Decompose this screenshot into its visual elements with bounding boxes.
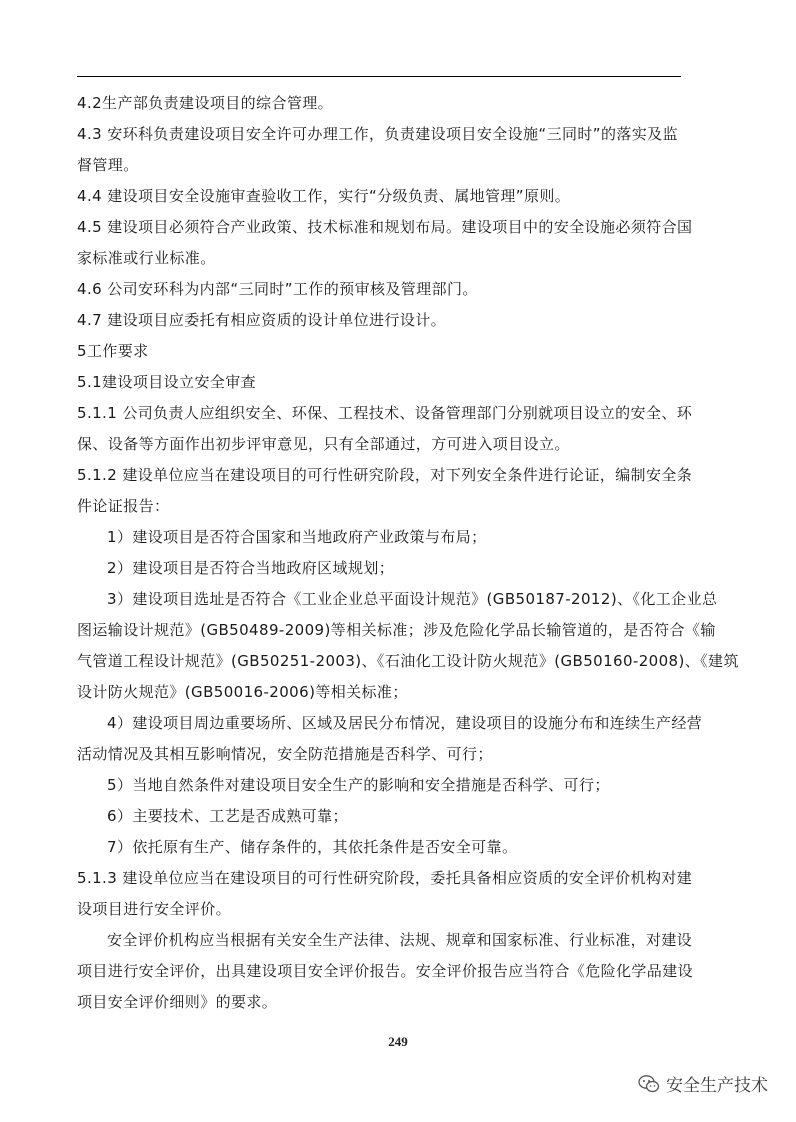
text-line: 4.5 建设项目必须符合产业政策、技术标准和规划布局。建设项目中的安全设施必须符合国 bbox=[77, 218, 693, 236]
text-line: 4.2生产部负责建设项目的综合管理。 bbox=[77, 94, 334, 112]
text-line: 5.1.2 建设单位应当在建设项目的可行性研究阶段，对下列安全条件进行论证，编制安全条 bbox=[77, 466, 693, 484]
brand-watermark bbox=[638, 1071, 768, 1096]
header-rule bbox=[77, 76, 681, 77]
text-line: 家标准或行业标准。 bbox=[77, 249, 216, 267]
text-line: 项目进行安全评价，出具建设项目安全评价报告。安全评价报告应当符合《危险化学品建设 bbox=[77, 962, 694, 980]
text-line: 5.1.1 公司负责人应组织安全、环保、工程技术、设备管理部门分别就项目设立的安全、环 bbox=[77, 404, 693, 422]
text-line: 活动情况及其相互影响情况，安全防范措施是否科学、可行； bbox=[77, 745, 493, 763]
list-item: 4）建设项目周边重要场所、区域及居民分布情况，建设项目的设施分布和连续生产经营 bbox=[107, 714, 703, 732]
document-body bbox=[77, 88, 739, 1018]
list-item: 7）依托原有生产、储存条件的，其依托条件是否安全可靠。 bbox=[107, 838, 518, 856]
text-line: 4.6 公司安环科为内部“三同时”工作的预审核及管理部门。 bbox=[77, 280, 478, 298]
text-line: 设计防火规范》(GB50016-2006)等相关标准； bbox=[77, 683, 408, 701]
text-line: 保、设备等方面作出初步评审意见，只有全部通过，方可进入项目设立。 bbox=[77, 435, 570, 453]
subsection-heading: 5.1建设项目设立安全审查 bbox=[77, 373, 257, 391]
text-line: 5.1.3 建设单位应当在建设项目的可行性研究阶段，委托具备相应资质的安全评价机构对建 bbox=[77, 869, 693, 887]
text-line: 4.3 安环科负责建设项目安全许可办理工作，负责建设项目安全设施“三同时”的落实及监 bbox=[77, 125, 678, 143]
text-line: 4.4 建设项目安全设施审查验收工作，实行“分级负责、属地管理”原则。 bbox=[77, 187, 571, 205]
list-item: 2）建设项目是否符合当地政府区域规划； bbox=[107, 559, 395, 577]
text-line: 件论证报告： bbox=[77, 497, 170, 515]
brand-name: 安全生产技术 bbox=[666, 1076, 768, 1096]
text-line: 安全评价机构应当根据有关安全生产法律、法规、规章和国家标准、行业标准，对建设 bbox=[107, 931, 693, 949]
text-line: 气管道工程设计规范》(GB50251-2003)、《石油化工设计防火规范》(GB50160-2008)、《建筑 bbox=[77, 652, 739, 670]
text-line: 督管理。 bbox=[77, 156, 139, 174]
text-line: 项目安全评价细则》的要求。 bbox=[77, 993, 278, 1011]
text-line: 图运输设计规范》(GB50489-2009)等相关标准；涉及危险化学品长输管道的，是否符合《输 bbox=[77, 621, 716, 639]
list-item: 1）建设项目是否符合国家和当地政府产业政策与布局； bbox=[107, 528, 487, 546]
wechat-icon bbox=[638, 1074, 660, 1094]
text-line: 4.7 建设项目应委托有相应资质的设计单位进行设计。 bbox=[77, 311, 447, 329]
list-item: 3）建设项目选址是否符合《工业企业总平面设计规范》(GB50187-2012)、《化工企业总 bbox=[107, 590, 718, 608]
list-item: 5）当地自然条件对建设项目安全生产的影响和安全措施是否科学、可行； bbox=[107, 776, 610, 794]
page-number: 249 bbox=[388, 1034, 408, 1049]
text-line: 设项目进行安全评价。 bbox=[77, 900, 232, 918]
section-heading: 5工作要求 bbox=[77, 342, 149, 360]
list-item: 6）主要技术、工艺是否成熟可靠； bbox=[107, 807, 348, 825]
